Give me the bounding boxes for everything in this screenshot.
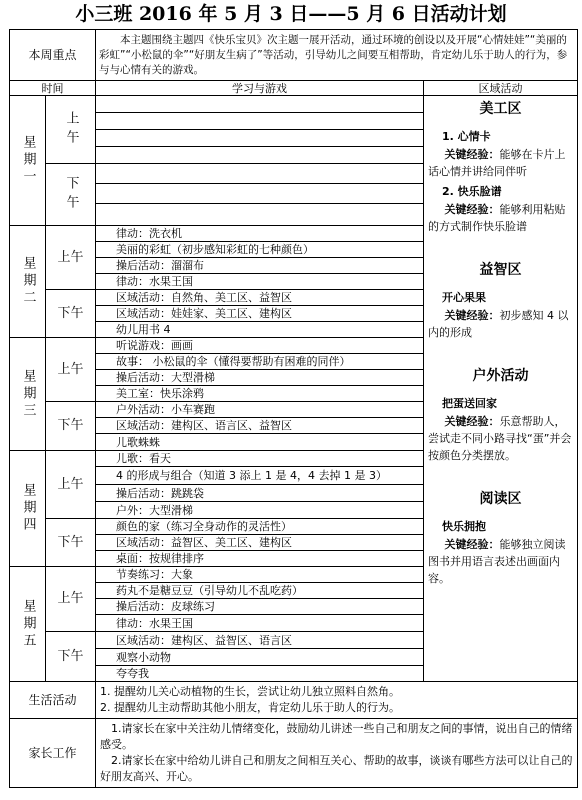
header-region: 区域活动	[424, 81, 578, 96]
activity-cell: 操后活动：大型滑梯	[96, 370, 424, 386]
region-title: 美工区	[479, 101, 522, 117]
activity-cell: 区域活动：建构区、语言区、益智区	[96, 418, 424, 434]
activity-cell: 桌面：按规律排序	[96, 551, 424, 567]
region-item-name: 2. 快乐脸谱	[442, 185, 502, 198]
activity-cell: 儿歌：看天	[96, 451, 424, 467]
page-title: 小三班 2016 年 5 月 3 日——5 月 6 日活动计划	[75, 3, 507, 25]
period-am: 上午	[46, 338, 96, 402]
period-am: 上午	[46, 567, 96, 632]
focus-label: 本周重点	[10, 30, 96, 81]
region-gap	[428, 345, 573, 367]
activity-row	[10, 96, 578, 113]
activity-cell: 区域活动：益智区、美工区、建构区	[96, 535, 424, 551]
period-pm: 下午	[46, 519, 96, 567]
key-experience-label: 关键经验：	[444, 203, 500, 216]
parents-line: 2.请家长在家中给幼儿讲自己和朋友之间相互关心、帮助的故事，谈谈有哪些方法可以让自己的好朋友高兴、开心。	[100, 754, 573, 783]
activity-cell	[96, 164, 424, 184]
period-am: 上午	[46, 226, 96, 290]
parents-content	[96, 719, 578, 788]
day-label: 星期一	[10, 96, 46, 226]
region-key-experience	[428, 307, 573, 341]
life-row	[10, 682, 578, 719]
key-experience-text: 初步感知 4 以内的形成	[428, 309, 569, 339]
period-pm: 下午	[46, 402, 96, 451]
activity-cell	[96, 96, 424, 113]
region-title: 户外活动	[472, 368, 529, 384]
region-item-name: 快乐拥抱	[442, 520, 487, 533]
activity-cell: 幼儿用书 4	[96, 322, 424, 338]
activity-cell: 律动：洗衣机	[96, 226, 424, 242]
key-experience-label: 关键经验：	[444, 148, 500, 161]
key-experience-text: 能够在卡片上话心情并讲给同伴听	[428, 148, 566, 178]
region-item-name: 开心果果	[442, 291, 487, 304]
activity-cell	[96, 204, 424, 226]
region-key-experience	[428, 413, 573, 464]
region-gap	[428, 239, 573, 261]
activity-cell: 区域活动：自然角、美工区、益智区	[96, 290, 424, 306]
life-content	[96, 682, 578, 719]
key-experience-label: 关键经验：	[444, 309, 500, 322]
key-experience-text: 能够利用粘贴的方式制作快乐脸谱	[428, 203, 566, 233]
activity-cell: 夸夸我	[96, 666, 424, 682]
period-am: 上午	[46, 96, 96, 164]
activity-cell: 律动：水果王国	[96, 274, 424, 290]
region-title: 益智区	[479, 262, 522, 278]
activity-cell: 听说游戏：画画	[96, 338, 424, 354]
activity-cell	[96, 130, 424, 147]
activity-cell: 儿歌蛛蛛	[96, 434, 424, 451]
parents-line: 1.请家长在家中关注幼儿情绪变化，鼓励幼儿讲述一些自己和朋友之间的事情，说出自己的情绪感受。	[100, 722, 573, 751]
header-learning: 学习与游戏	[96, 81, 424, 96]
header-time: 时间	[10, 81, 96, 96]
focus-text: 本主题围绕主题四《快乐宝贝》次主题一展开活动，通过环境的创设以及开展“心情娃娃”“美丽的彩虹”“小松鼠的伞”“好朋友生病了”等活动，引导幼儿之间要互相帮助，肯定幼儿乐于助人的行为，参与与心情有关的游戏。	[96, 30, 578, 81]
activity-cell: 操后活动：溜溜布	[96, 258, 424, 274]
region-item-name: 1. 心情卡	[442, 130, 491, 143]
life-label: 生活活动	[10, 682, 96, 719]
activity-cell: 户外活动：小车赛跑	[96, 402, 424, 418]
activity-cell	[96, 113, 424, 130]
period-pm: 下午	[46, 290, 96, 338]
region-gap	[428, 468, 573, 490]
day-label: 星期五	[10, 567, 46, 682]
life-line: 1. 提醒幼儿关心动植物的生长，尝试让幼儿独立照料自然角。	[100, 685, 401, 698]
activity-cell: 律动：水果王国	[96, 615, 424, 632]
key-experience-label: 关键经验：	[444, 415, 500, 428]
period-pm: 下午	[46, 164, 96, 226]
period-pm: 下午	[46, 632, 96, 682]
activity-cell: 美丽的彩虹（初步感知彩虹的七种颜色）	[96, 242, 424, 258]
activity-cell: 美工室：快乐涂鸦	[96, 386, 424, 402]
activity-cell: 颜色的家（练习全身动作的灵活性）	[96, 519, 424, 535]
activity-cell: 观察小动物	[96, 649, 424, 666]
activity-cell: 区域活动：建构区、益智区、语言区	[96, 632, 424, 649]
region-title: 阅读区	[479, 491, 522, 507]
activity-cell: 操后活动：皮球练习	[96, 599, 424, 615]
key-experience-text: 乐意帮助人，尝试走不同小路寻找“蛋”并会按颜色分类摆放。	[428, 415, 572, 462]
activity-cell	[96, 147, 424, 164]
key-experience-label: 关键经验：	[444, 538, 500, 551]
day-label: 星期二	[10, 226, 46, 338]
period-am: 上午	[46, 451, 96, 519]
activity-cell: 药丸不是糖豆豆（引导幼儿不乱吃药）	[96, 583, 424, 599]
activity-cell: 4 的形成与组合（知道 3 添上 1 是 4，4 去掉 1 是 3）	[96, 467, 424, 485]
key-experience-text: 能够独立阅读图书并用语言表述出画面内容。	[428, 538, 566, 585]
focus-row	[10, 30, 578, 81]
activity-cell	[96, 184, 424, 204]
activity-cell: 节奏练习：大象	[96, 567, 424, 583]
activity-cell: 区域活动：娃娃家、美工区、建构区	[96, 306, 424, 322]
region-key-experience	[428, 201, 573, 235]
region-item-name: 把蛋送回家	[442, 397, 498, 410]
day-label: 星期三	[10, 338, 46, 451]
header-row	[10, 81, 578, 96]
activity-cell: 户外：大型滑梯	[96, 502, 424, 519]
activity-plan-table	[9, 29, 578, 788]
activity-cell: 操后活动：跳跳袋	[96, 485, 424, 502]
region-key-experience	[428, 146, 573, 180]
parents-row	[10, 719, 578, 788]
parents-label: 家长工作	[10, 719, 96, 788]
day-label: 星期四	[10, 451, 46, 567]
activity-cell: 故事： 小松鼠的伞（懂得要帮助有困难的同伴）	[96, 354, 424, 370]
region-key-experience	[428, 536, 573, 587]
region-activities	[424, 96, 578, 682]
life-line: 2. 提醒幼儿主动帮助其他小朋友，肯定幼儿乐于助人的行为。	[100, 701, 401, 714]
